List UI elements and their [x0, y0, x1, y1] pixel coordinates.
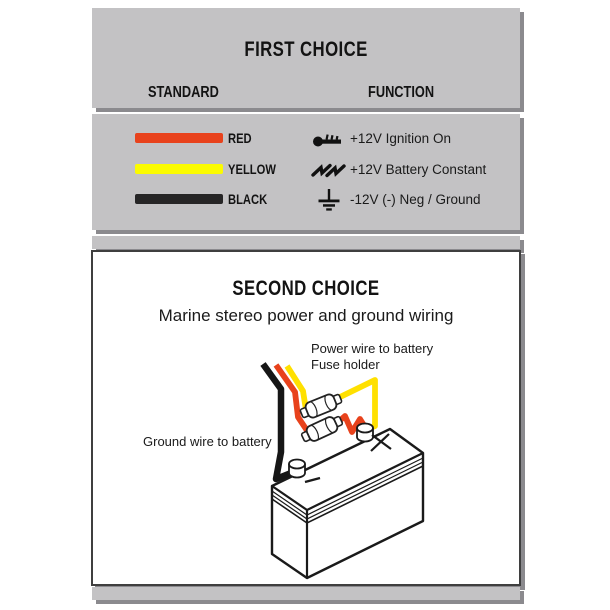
lightning-bolt-icon	[310, 159, 348, 181]
first-choice-title-row	[92, 38, 520, 62]
fuse-holder-label: Fuse holder	[311, 357, 380, 372]
column-header-function: FUNCTION	[368, 84, 435, 101]
ground-wire-label: Ground wire to battery	[143, 434, 272, 449]
section-divider-strip	[92, 236, 520, 249]
function-text-red: +12V Ignition On	[350, 131, 451, 146]
ground-symbol-icon	[310, 189, 348, 211]
second-choice-title-row	[93, 277, 519, 301]
ignition-key-icon	[310, 128, 348, 150]
first-choice-title: FIRST CHOICE	[244, 38, 368, 61]
second-choice-subtitle: Marine stereo power and ground wiring	[158, 306, 454, 325]
bottom-footer-strip	[92, 587, 520, 600]
function-text-yellow: +12V Battery Constant	[350, 162, 487, 177]
wire-name-yellow: YELLOW	[228, 161, 276, 177]
wire-name-red: RED	[228, 130, 252, 146]
wire-row-yellow	[92, 160, 520, 180]
second-choice-panel	[91, 250, 521, 586]
column-header-standard: STANDARD	[148, 84, 219, 101]
wire-row-red	[92, 129, 520, 149]
black-wire-swatch	[135, 194, 223, 204]
power-wire-label: Power wire to battery	[311, 341, 434, 356]
second-choice-title: SECOND CHOICE	[232, 277, 380, 300]
wire-name-black: BLACK	[228, 191, 268, 207]
function-text-black: -12V (-) Neg / Ground	[350, 192, 481, 207]
wire-row-black	[92, 190, 520, 210]
first-choice-header-panel	[92, 8, 520, 108]
yellow-wire-swatch	[135, 164, 223, 174]
wire-legend-panel	[92, 114, 520, 230]
red-wire-swatch	[135, 133, 223, 143]
